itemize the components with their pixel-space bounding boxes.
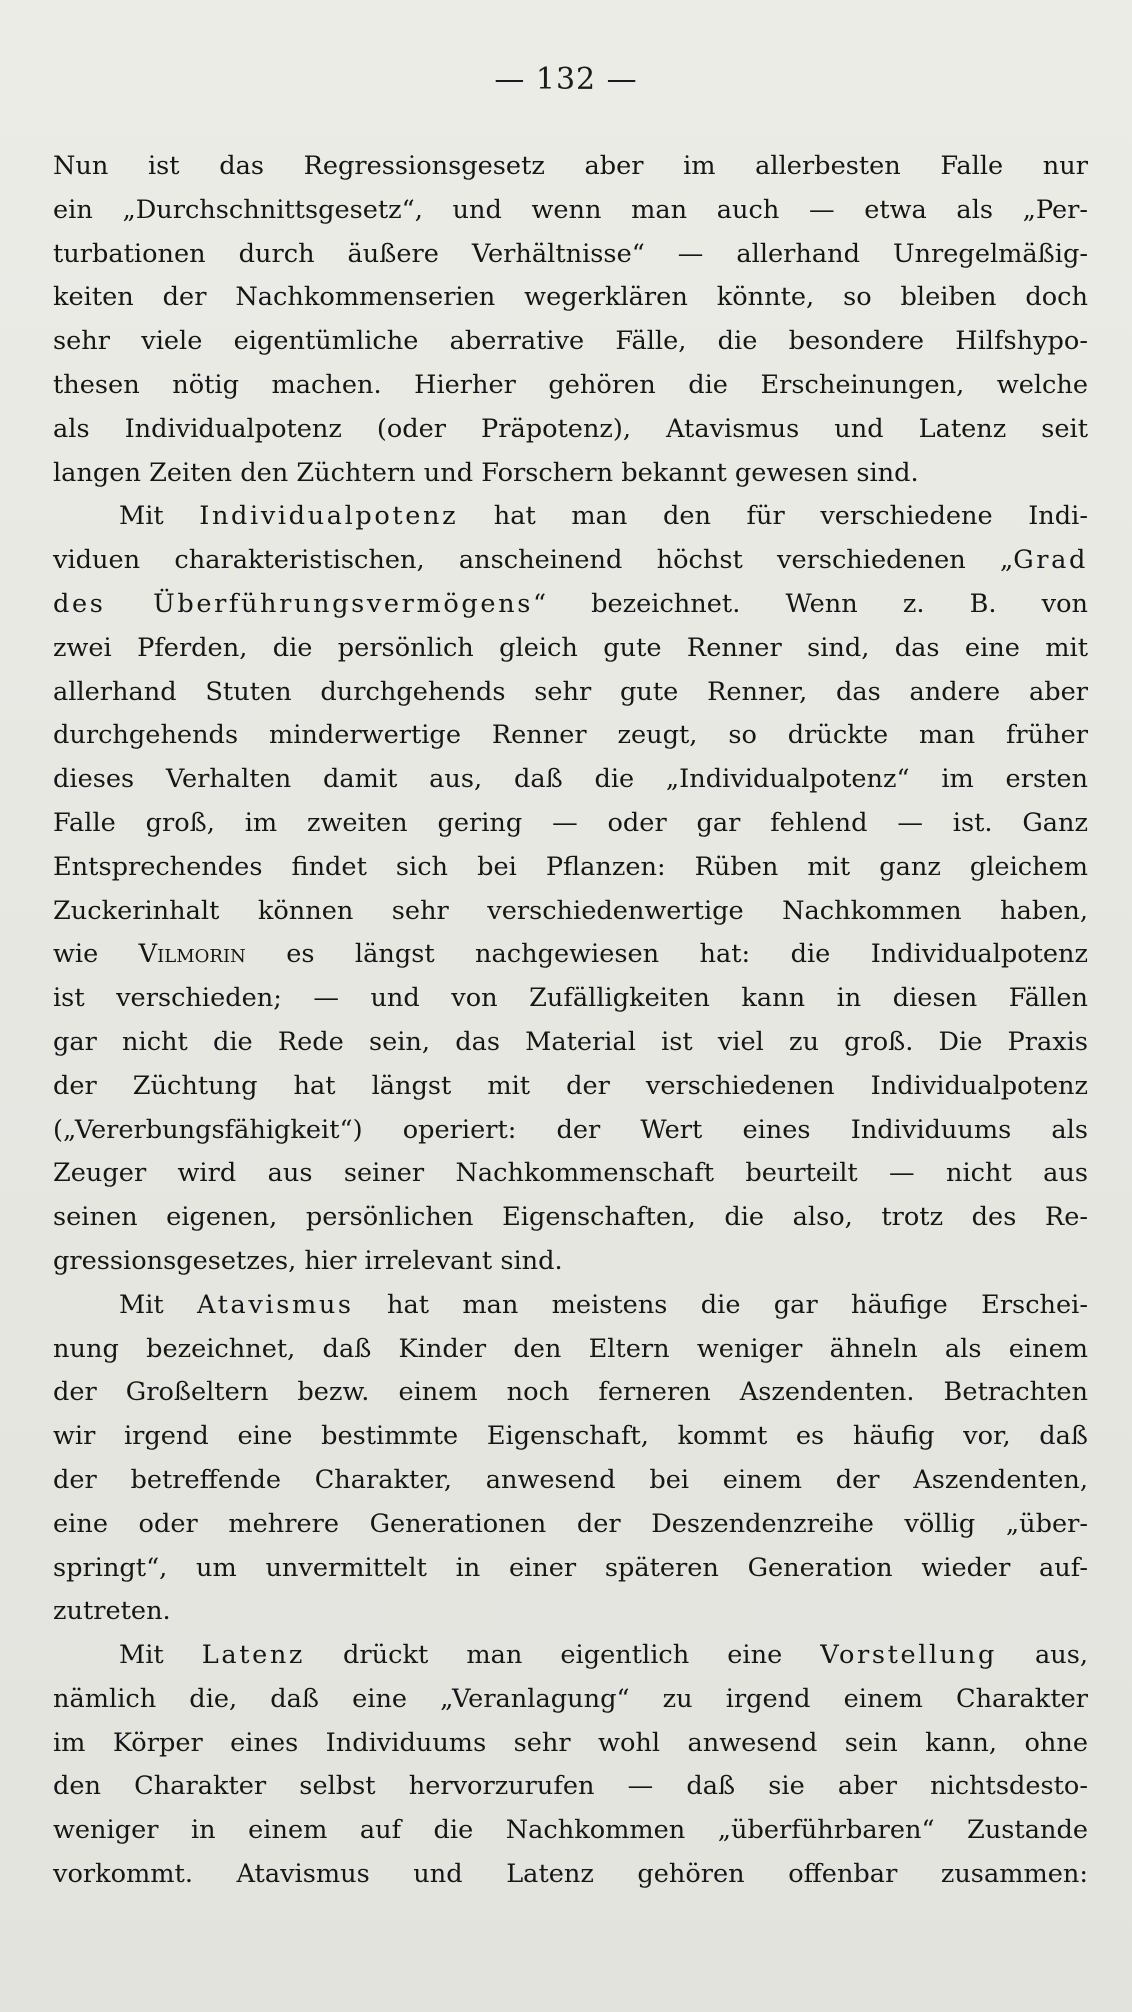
text-segment: Mit: [119, 1289, 197, 1320]
text-segment: hat man den für verschiedene Indi-: [458, 501, 1089, 532]
text-line: [53, 1240, 1088, 1284]
text-line: [53, 364, 1088, 408]
body-text: [53, 145, 1088, 1897]
text-segment: viduen charakteristischen, anscheinend höchst verschiedenen „: [53, 545, 1014, 576]
text-segment: seinen eigenen, persönlichen Eigenschaften, die also, trotz des Re-: [53, 1202, 1088, 1233]
text-segment: weniger in einem auf die Nachkommen „überführbaren“ Zustande: [53, 1815, 1088, 1846]
text-line: [53, 320, 1088, 364]
text-segment: drückt man eigentlich eine: [305, 1640, 821, 1671]
text-segment: Falle groß, im zweiten gering — oder gar fehlend — ist. Ganz: [53, 807, 1088, 838]
text-line: [53, 1503, 1088, 1547]
text-segment: durchgehends minderwertige Renner zeugt, so drückte man früher: [53, 720, 1088, 751]
text-line: [53, 933, 1088, 977]
text-segment: gar nicht die Rede sein, das Material ist viel zu groß. Die Praxis: [53, 1026, 1088, 1057]
text-line: [53, 846, 1088, 890]
text-segment: nung bezeichnet, daß Kinder den Eltern weniger ähneln als einem: [53, 1333, 1088, 1364]
text-line: [53, 977, 1088, 1021]
text-line: [53, 189, 1088, 233]
text-segment: ein „Durchschnittsgesetz“, und wenn man auch — etwa als „Per-: [53, 194, 1088, 225]
text-line: [53, 1459, 1088, 1503]
text-line: [53, 583, 1088, 627]
text-line: [53, 276, 1088, 320]
text-segment: hat man meistens die gar häufige Erschei-: [353, 1289, 1088, 1320]
text-segment: thesen nötig machen. Hierher gehören die Erscheinungen, welche: [53, 369, 1088, 400]
spaced-term: Vorstellung: [820, 1640, 997, 1671]
text-segment: eine oder mehrere Generationen der Deszendenzreihe völlig „über-: [53, 1508, 1088, 1539]
text-segment: der betreffende Charakter, anwesend bei einem der Aszendenten,: [53, 1464, 1088, 1495]
text-segment: allerhand Stuten durchgehends sehr gute Renner, das andere aber: [53, 676, 1088, 707]
spaced-term: Grad: [1013, 545, 1088, 576]
text-segment: Mit: [119, 1640, 202, 1671]
text-line: [53, 671, 1088, 715]
text-line: [53, 1196, 1088, 1240]
text-segment: nämlich die, daß eine „Veranlagung“ zu irgend einem Charakter: [53, 1683, 1088, 1714]
text-line: [53, 1678, 1088, 1722]
text-line: [53, 1284, 1088, 1328]
text-line: [53, 539, 1088, 583]
text-segment: der Züchtung hat längst mit der verschiedenen Individualpotenz: [53, 1070, 1088, 1101]
page-number: — 132 —: [494, 62, 638, 97]
text-segment: es längst nachgewiesen hat: die Individualpotenz: [245, 939, 1089, 970]
text-segment: als Individualpotenz (oder Präpotenz), Atavismus und Latenz seit: [53, 413, 1088, 444]
text-segment: aus,: [996, 1640, 1088, 1671]
text-line: [53, 1765, 1088, 1809]
text-line: [53, 1590, 1088, 1634]
text-line: [53, 1722, 1088, 1766]
text-segment: ist verschieden; — und von Zufälligkeiten kann in diesen Fällen: [53, 983, 1088, 1014]
text-line: [53, 1809, 1088, 1853]
text-segment: Mit: [119, 501, 200, 532]
text-line: [53, 1109, 1088, 1153]
text-line: [53, 1371, 1088, 1415]
text-segment: Zuckerinhalt können sehr verschiedenwertige Nachkommen haben,: [53, 895, 1088, 926]
text-segment: den Charakter selbst hervorzurufen — daß sie aber nichtsdesto-: [53, 1771, 1088, 1802]
text-segment: zutreten.: [53, 1596, 171, 1627]
text-line: [53, 1021, 1088, 1065]
text-line: [53, 233, 1088, 277]
text-segment: “ bezeichnet. Wenn z. B. von: [532, 588, 1088, 619]
text-line: [53, 452, 1088, 496]
spaced-term: Latenz: [201, 1640, 305, 1671]
text-segment: Nun ist das Regressionsgesetz aber im allerbesten Falle nur: [53, 151, 1088, 181]
text-segment: langen Zeiten den Züchtern und Forschern bekannt gewesen sind.: [53, 457, 919, 488]
text-line: [53, 145, 1088, 189]
text-segment: sehr viele eigentümliche aberrative Fälle, die besondere Hilfshypo-: [53, 326, 1088, 357]
text-segment: zwei Pferden, die persönlich gleich gute Renner sind, das eine mit: [53, 632, 1088, 663]
text-line: [53, 802, 1088, 846]
text-line: [53, 1547, 1088, 1591]
text-line: [53, 1853, 1088, 1897]
text-line: [53, 1152, 1088, 1196]
text-line: [53, 627, 1088, 671]
text-segment: vorkommt. Atavismus und Latenz gehören offenbar zusammen:: [53, 1859, 1088, 1890]
text-line: [53, 714, 1088, 758]
text-line: [53, 1065, 1088, 1109]
text-line: [53, 495, 1088, 539]
text-segment: wie: [53, 939, 139, 970]
text-segment: im Körper eines Individuums sehr wohl anwesend sein kann, ohne: [53, 1727, 1088, 1758]
author-name: Vilmorin: [138, 939, 246, 970]
text-line: [53, 758, 1088, 802]
text-segment: Zeuger wird aus seiner Nachkommenschaft beurteilt — nicht aus: [53, 1158, 1088, 1189]
text-segment: dieses Verhalten damit aus, daß die „Individualpotenz“ im ersten: [53, 764, 1088, 795]
text-line: [53, 1634, 1088, 1678]
text-line: [53, 1415, 1088, 1459]
text-line: [53, 408, 1088, 452]
text-line: [53, 1328, 1088, 1372]
spaced-term: des Überführungsvermögens: [53, 588, 533, 619]
text-segment: wir irgend eine bestimmte Eigenschaft, kommt es häufig vor, daß: [53, 1421, 1088, 1452]
spaced-term: Individualpotenz: [199, 501, 459, 532]
text-line: [53, 890, 1088, 934]
text-segment: gressionsgesetzes, hier irrelevant sind.: [53, 1245, 563, 1276]
text-segment: Entsprechendes findet sich bei Pflanzen: Rüben mit ganz gleichem: [53, 851, 1088, 882]
text-segment: keiten der Nachkommenserien wegerklären könnte, so bleiben doch: [53, 282, 1088, 313]
text-segment: („Vererbungsfähigkeit“) operiert: der Wert eines Individuums als: [53, 1114, 1088, 1145]
text-segment: turbationen durch äußere Verhältnisse“ — allerhand Unregelmäßig-: [53, 238, 1088, 269]
spaced-term: Atavismus: [197, 1289, 354, 1320]
text-segment: der Großeltern bezw. einem noch ferneren Aszendenten. Betrachten: [53, 1377, 1088, 1408]
text-segment: springt“, um unvermittelt in einer späteren Generation wieder auf-: [53, 1552, 1088, 1583]
